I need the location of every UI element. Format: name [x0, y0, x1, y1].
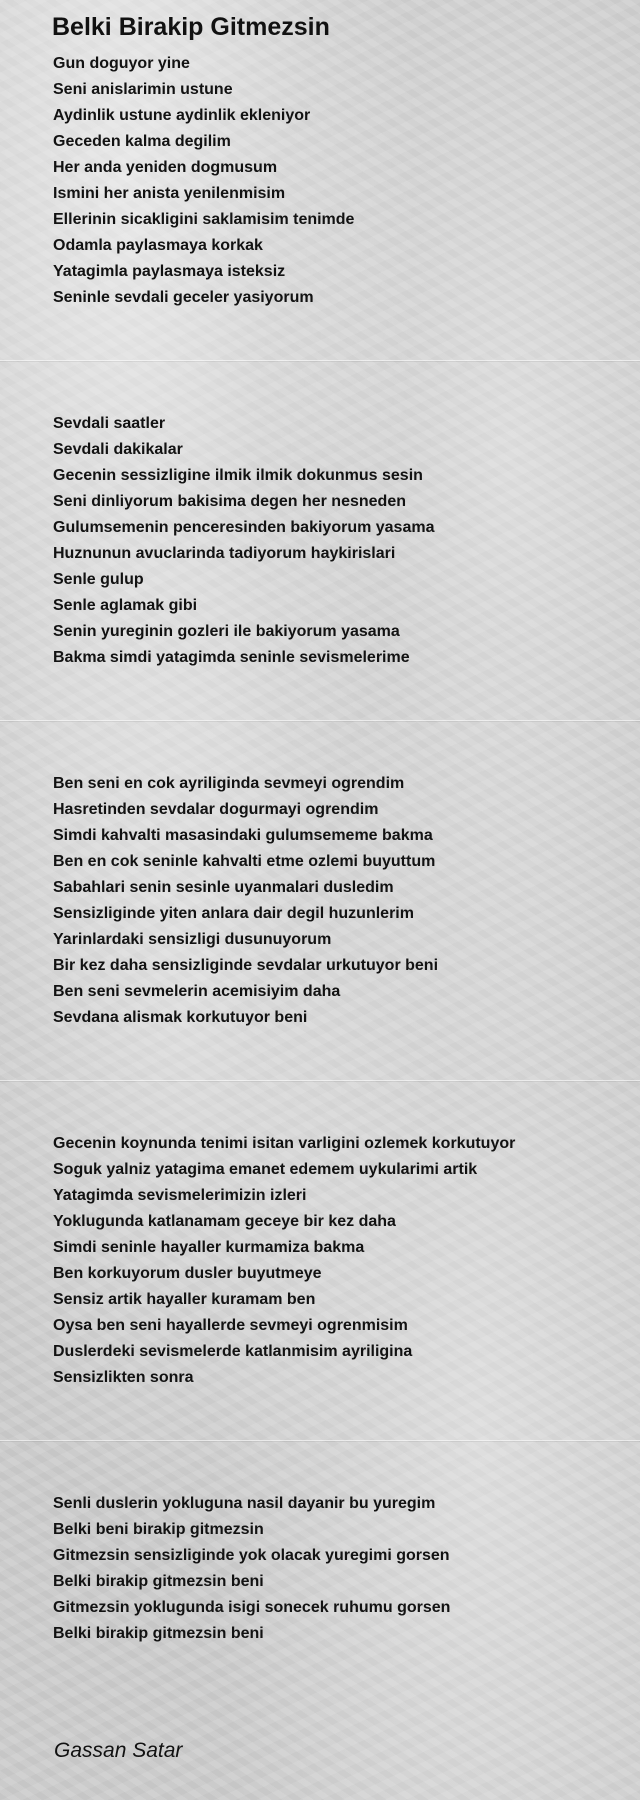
poem-line: Yatagimla paylasmaya isteksiz: [53, 263, 286, 280]
stanza-5: [53, 1491, 450, 1647]
band-divider: [0, 1440, 640, 1441]
poem-line: Belki birakip gitmezsin beni: [53, 1573, 264, 1590]
poem-line: Sevdali dakikalar: [53, 441, 183, 458]
poem-line: Senin yureginin gozleri ile bakiyorum yasama: [53, 623, 400, 640]
poem-line: Ben seni en cok ayriliginda sevmeyi ogrendim: [53, 775, 405, 792]
poem-line: Soguk yalniz yatagima emanet edemem uykularimi artik: [53, 1161, 478, 1178]
poem-line: Geceden kalma degilim: [53, 133, 231, 150]
poem-line: Sensiz artik hayaller kuramam ben: [53, 1291, 316, 1308]
stanza-1: [53, 51, 354, 311]
stanza-3: [53, 771, 438, 1031]
poem-line: Senle gulup: [53, 571, 144, 588]
poem-line: Bakma simdi yatagimda seninle sevismelerime: [53, 649, 410, 666]
poem-line: Ben korkuyorum dusler buyutmeye: [53, 1265, 322, 1282]
poem-line: Bir kez daha sensizliginde sevdalar urkutuyor beni: [53, 957, 439, 974]
poem-line: Aydinlik ustune aydinlik ekleniyor: [53, 107, 311, 124]
poem-line: Duslerdeki sevismelerde katlanmisim ayriligina: [53, 1343, 413, 1360]
poem-line: Sevdali saatler: [53, 415, 166, 432]
poem-line: Hasretinden sevdalar dogurmayi ogrendim: [53, 801, 379, 818]
poem-line: Simdi kahvalti masasindaki gulumsememe bakma: [53, 827, 433, 844]
poem-line: Ellerinin sicakligini saklamisim tenimde: [53, 211, 355, 228]
band-divider: [0, 720, 640, 721]
poem-line: Oysa ben seni hayallerde sevmeyi ogrenmisim: [53, 1317, 408, 1334]
poem-line: Odamla paylasmaya korkak: [53, 237, 263, 254]
poem-line: Gun doguyor yine: [53, 55, 190, 72]
poem-author: Gassan Satar: [54, 1739, 183, 1762]
poem-line: Seni anislarimin ustune: [53, 81, 233, 98]
poem-line: Senle aglamak gibi: [53, 597, 198, 614]
poem-line: Sevdana alismak korkutuyor beni: [53, 1009, 308, 1026]
band-divider: [0, 1080, 640, 1081]
poem-line: Belki beni birakip gitmezsin: [53, 1521, 264, 1538]
band-divider: [0, 360, 640, 361]
poem-line: Gecenin sessizligine ilmik ilmik dokunmus sesin: [53, 467, 423, 484]
poem-line: Gulumsemenin penceresinden bakiyorum yasama: [53, 519, 435, 536]
poem-line: Seni dinliyorum bakisima degen her nesneden: [53, 493, 406, 510]
poem-line: Huznunun avuclarinda tadiyorum haykirislari: [53, 545, 396, 562]
stanza-2: [53, 411, 434, 671]
poem-line: Senli duslerin yokluguna nasil dayanir bu yuregim: [53, 1495, 436, 1512]
stanza-4: [53, 1131, 515, 1391]
poem-line: Ben seni sevmelerin acemisiyim daha: [53, 983, 341, 1000]
poem-line: Seninle sevdali geceler yasiyorum: [53, 289, 314, 306]
poem-line: Yatagimda sevismelerimizin izleri: [53, 1187, 307, 1204]
poem-title: Belki Birakip Gitmezsin: [52, 13, 330, 41]
poem-line: Belki birakip gitmezsin beni: [53, 1625, 264, 1642]
poem-line: Her anda yeniden dogmusum: [53, 159, 278, 176]
poem-line: Yarinlardaki sensizligi dusunuyorum: [53, 931, 332, 948]
poem-line: Ismini her anista yenilenmisim: [53, 185, 286, 202]
poem-line: Gecenin koynunda tenimi isitan varligini ozlemek korkutuyor: [53, 1135, 516, 1152]
poem-line: Gitmezsin sensizliginde yok olacak yuregimi gorsen: [53, 1547, 450, 1564]
poem-line: Simdi seninle hayaller kurmamiza bakma: [53, 1239, 365, 1256]
poem-line: Gitmezsin yoklugunda isigi sonecek ruhumu gorsen: [53, 1599, 451, 1616]
poem-line: Sensizlikten sonra: [53, 1369, 194, 1386]
poem-line: Yoklugunda katlanamam geceye bir kez daha: [53, 1213, 396, 1230]
poem-line: Ben en cok seninle kahvalti etme ozlemi buyuttum: [53, 853, 436, 870]
poem-line: Sabahlari senin sesinle uyanmalari dusledim: [53, 879, 394, 896]
poem-line: Sensizliginde yiten anlara dair degil huzunlerim: [53, 905, 414, 922]
